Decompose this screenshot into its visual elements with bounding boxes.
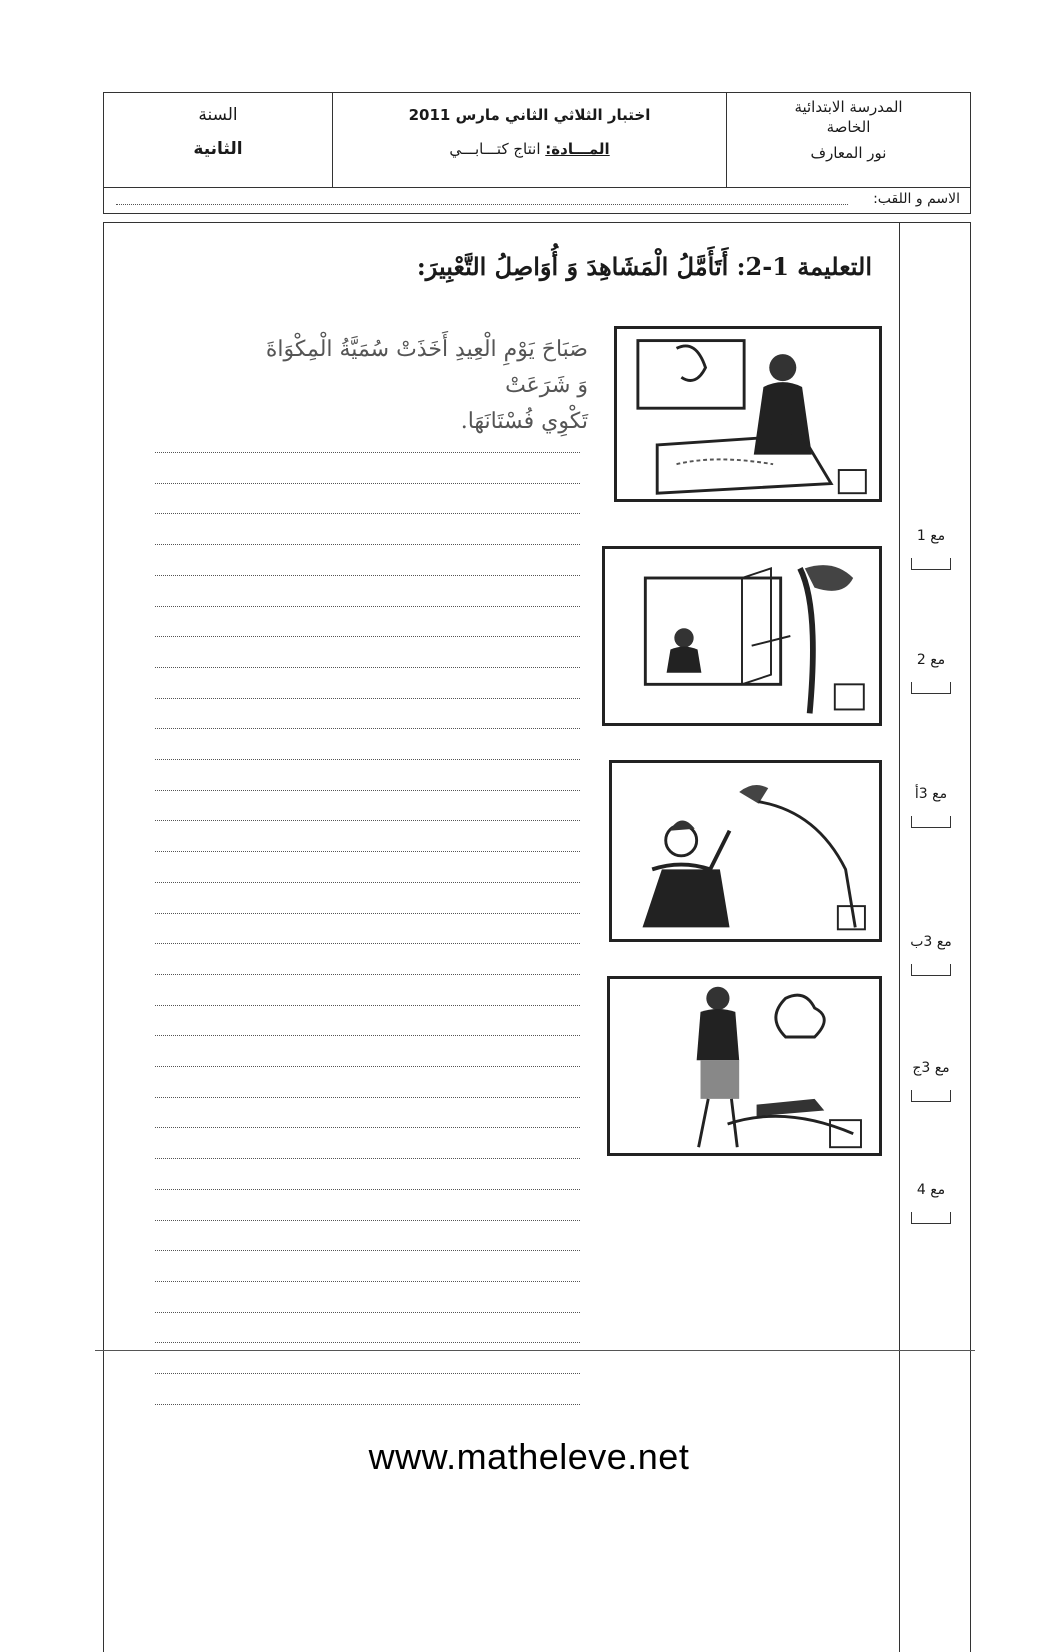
writing-line[interactable] — [155, 820, 580, 821]
writing-line[interactable] — [155, 943, 580, 944]
school-line2: الخاصة — [826, 118, 871, 136]
subject-value: انتاج كتـــابـــي — [449, 140, 541, 158]
score-box[interactable] — [911, 682, 951, 694]
writing-line[interactable] — [155, 636, 580, 637]
writing-line[interactable] — [155, 1066, 580, 1067]
school-line1: المدرسة الابتدائية — [794, 98, 903, 116]
writing-line[interactable] — [155, 1158, 580, 1159]
subject-line — [333, 139, 726, 159]
score-label: مع 3ج — [912, 1060, 950, 1076]
writing-line[interactable] — [155, 913, 580, 914]
year-cell — [104, 93, 332, 187]
writing-line[interactable] — [155, 1127, 580, 1128]
school-cell — [726, 93, 970, 187]
writing-line[interactable] — [155, 1250, 580, 1251]
writing-line[interactable] — [155, 728, 580, 729]
score-box[interactable] — [911, 964, 951, 976]
score-label: مع 3أ — [914, 786, 948, 802]
header-table — [103, 92, 971, 188]
writing-line[interactable] — [155, 606, 580, 607]
writing-line[interactable] — [155, 1189, 580, 1190]
year-line2: الثانية — [193, 139, 243, 159]
score-box[interactable] — [911, 1212, 951, 1224]
writing-line[interactable] — [155, 1220, 580, 1221]
exam-cell — [332, 93, 726, 187]
writing-line[interactable] — [155, 452, 580, 453]
subject-label: المـــادة: — [545, 140, 610, 158]
scene-panel-4 — [607, 976, 882, 1156]
writing-line[interactable] — [155, 1005, 580, 1006]
score-label: مع 3ب — [910, 934, 952, 950]
page-bottom-line — [95, 1350, 975, 1351]
writing-line[interactable] — [155, 544, 580, 545]
score-label: مع 2 — [916, 652, 946, 668]
writing-line[interactable] — [155, 483, 580, 484]
school-line3: نور المعارف — [810, 144, 887, 162]
writing-line[interactable] — [155, 698, 580, 699]
score-box[interactable] — [911, 1090, 951, 1102]
girl-reaching-bird-scene-image — [612, 763, 879, 939]
scene-panel-3 — [609, 760, 882, 942]
writing-line[interactable] — [155, 1342, 580, 1343]
writing-line[interactable] — [155, 1373, 580, 1374]
name-field[interactable] — [116, 204, 848, 205]
writing-line[interactable] — [155, 513, 580, 514]
writing-line[interactable] — [155, 1312, 580, 1313]
year-line1: السنة — [198, 105, 238, 125]
writing-line[interactable] — [155, 1281, 580, 1282]
writing-line[interactable] — [155, 1097, 580, 1098]
story-start — [258, 332, 588, 440]
scene-panel-2 — [602, 546, 882, 726]
writing-line[interactable] — [155, 851, 580, 852]
writing-line[interactable] — [155, 974, 580, 975]
instruction-text: التعليمة 1-2: أَتَأَمَّلُ الْمَشَاهِدَ وَ أُوَاصِلُ التَّعْبِيرَ: — [416, 252, 872, 281]
writing-line[interactable] — [155, 667, 580, 668]
writing-line[interactable] — [155, 882, 580, 883]
scene-panel-1 — [614, 326, 882, 502]
score-box[interactable] — [911, 816, 951, 828]
name-row — [103, 188, 971, 214]
writing-line[interactable] — [155, 575, 580, 576]
story-line2: تَكْوِي فُسْتَانَهَا. — [460, 409, 588, 434]
smoking-iron-scene-image — [610, 979, 879, 1153]
footer-url: www.matheleve.net — [368, 1436, 690, 1477]
score-label: مع 4 — [916, 1182, 946, 1198]
story-line1: صَبَاحَ يَوْمِ الْعِيدِ أَخَذَتْ سُمَيَّةُ الْمِكْوَاةَ وَ شَرَعَتْ — [265, 337, 588, 398]
writing-line[interactable] — [155, 1404, 580, 1405]
writing-line[interactable] — [155, 1035, 580, 1036]
name-label: الاسم و اللقب: — [873, 191, 960, 207]
ironing-scene-image — [617, 329, 879, 499]
writing-line[interactable] — [155, 759, 580, 760]
score-box[interactable] — [911, 558, 951, 570]
exam-title: اختبار الثلاثي الثاني مارس 2011 — [408, 106, 651, 124]
score-label: مع 1 — [916, 528, 946, 544]
window-bird-scene-image — [605, 549, 879, 723]
writing-line[interactable] — [155, 790, 580, 791]
